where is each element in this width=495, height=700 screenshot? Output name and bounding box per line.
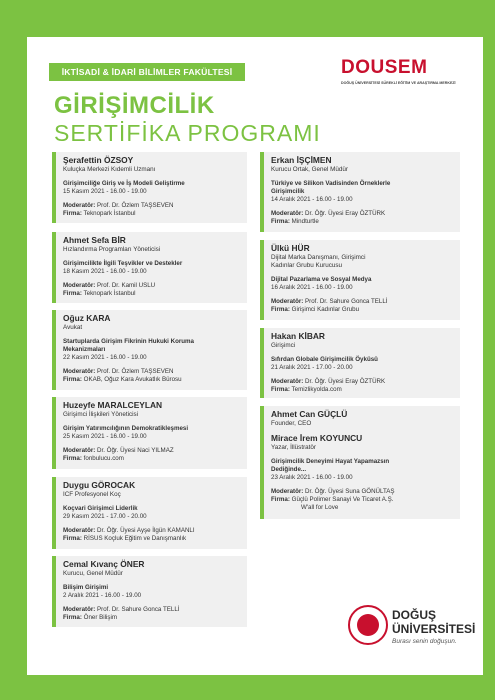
moderator: Moderatör: Dr. Öğr. Üyesi Eray ÖZTÜRK [271,210,386,217]
logo-sem: SEM [384,57,428,78]
session-date: 29 Kasım 2021 - 17.00 - 20.00 [63,513,147,520]
speaker-name: Şerafettin ÖZSOY [63,155,134,165]
session-date: 21 Aralık 2021 - 17.00 - 20.00 [271,364,353,371]
moderator: Moderatör: Dr. Öğr. Üyesi Eray ÖZTÜRK [271,378,386,385]
session-topic: Startuplarda Girişim Fikrinin Hukuki Koruma Mekanizmaları [63,338,194,353]
moderator: Moderatör: Prof. Dr. Sahure Gonca TELLİ [271,298,388,305]
speaker-card [52,232,247,303]
session-topic: Girişimcilikte İlgili Teşvikler ve Destekler [63,260,183,267]
firm: Firma: fonbulucu.com [63,455,124,462]
speaker-role: Kuluçka Merkezi Kıdemli Uzmanı [63,166,156,173]
speaker-name: Duygu GÖROCAK [63,480,136,490]
moderator: Moderatör: Dr. Öğr. Üyesi Naci YILMAZ [63,447,174,454]
session-date: 23 Aralık 2021 - 16.00 - 19.00 [271,474,353,481]
session-topic: Koçvari Girişimci Liderlik [63,505,138,512]
session-date: 2 Aralık 2021 - 16.00 - 19.00 [63,592,142,599]
session-date: 25 Kasım 2021 - 16.00 - 19.00 [63,433,147,440]
session-topic: Girişim Yatırımcılığının Demokratikleşmesi [63,425,189,432]
speaker-name: Ülkü HÜR [271,243,310,253]
session-topic: Sıfırdan Globale Girişimcilik Öyküsü [271,356,378,363]
university-slogan: Burası senin doğuşun. [392,638,457,645]
speaker-name: Erkan İŞÇİMEN [271,155,332,165]
firm: Firma: Teknopark İstanbul [63,210,136,217]
session-date: 16 Aralık 2021 - 16.00 - 19.00 [271,284,353,291]
speaker-role: Kurucu Ortak, Genel Müdür [271,166,348,173]
session-topic: Bilişim Girişimi [63,584,109,591]
speaker-card [52,152,247,223]
speaker-role: Avukat [63,324,83,331]
firm: Firma: RİSUS Koçluk Eğitim ve Danışmanlık [63,535,187,542]
speaker-name: Huzeyfe MARALCEYLAN [63,400,163,410]
session-date: 14 Aralık 2021 - 16.00 - 19.00 [271,196,353,203]
moderator: Moderatör: Prof. Dr. Kamil USLU [63,282,156,289]
speaker-name: Cemal Kıvanç ÖNER [63,559,145,569]
speaker-role: Yazar, İllüstratör [271,444,317,451]
speaker-name: Ahmet Sefa BİR [63,235,126,245]
university-name-line2: ÜNİVERSİTESİ [392,622,476,636]
logo-dou: DOU [341,57,385,78]
firm: Firma: Güçlü Polimer Sanayi Ve Ticaret A.Ş. [271,496,394,503]
speaker-name: Mirace İrem KOYUNCU [271,433,363,443]
speaker-card [52,397,247,469]
firm-secondary: W'all for Love [301,504,339,511]
moderator: Moderatör: Dr. Öğr. Üyesi Ayşe İlgün KAMANLI [63,527,195,534]
speaker-card [260,328,460,398]
session-date: 15 Kasım 2021 - 16.00 - 19.00 [63,188,147,195]
session-date: 18 Kasım 2021 - 16.00 - 19.00 [63,268,147,275]
speaker-card [260,406,460,519]
session-topic: Türkiye ve Silikon Vadisinden Örneklerle Girişimcilik [271,180,391,195]
moderator: Moderatör: Prof. Dr. Sahure Gonca TELLİ [63,606,180,613]
speaker-role: Founder, CEO [271,420,312,427]
moderator: Moderatör: Prof. Dr. Özlem TAŞSEVEN [63,368,174,375]
speaker-card [52,556,247,627]
speaker-name: Hakan KİBAR [271,331,325,341]
firm: Firma: Öner Bilişim [63,614,118,621]
firm: Firma: Temizlikyolda.com [271,386,342,393]
left-green-border [0,0,27,700]
university-seal-icon [348,605,388,645]
logo-tagline: DOĞUŞ ÜNİVERSİTESİ SÜREKLİ EĞİTİM VE ARAŞTIRMA MERKEZİ [341,81,456,85]
webinar-label: Webinar [41,654,89,668]
session-topic: Girişimciliğe Giriş ve İş Modeli Geliştirme [63,180,185,187]
speaker-name: Oğuz KARA [63,313,111,323]
faculty-badge: İKTİSADİ & İDARİ BİLİMLER FAKÜLTESİ [49,63,245,81]
session-date: 22 Kasım 2021 - 16.00 - 19.00 [63,354,147,361]
dousem-logo [341,57,456,85]
speaker-name: Ahmet Can GÜÇLÜ [271,409,348,419]
moderator: Moderatör: Dr. Öğr. Üyesi Suna GÖNÜLTAŞ [271,488,395,495]
university-name-line1: DOĞUŞ [392,608,437,622]
session-topic: Dijital Pazarlama ve Sosyal Medya [271,276,372,283]
speaker-role: Girişimci [271,342,296,349]
page-subtitle: SERTİFİKA PROGRAMI [54,120,321,146]
right-green-border [483,0,495,700]
firm: Firma: Teknopark İstanbul [63,290,136,297]
moderator: Moderatör: Prof. Dr. Özlem TAŞSEVEN [63,202,174,209]
speaker-role: ICF Profesyonel Koç [63,491,121,498]
speaker-card [260,240,460,320]
firm: Firma: Girişimci Kadınlar Grubu [271,306,360,313]
speaker-role: Hızlandırma Programları Yöneticisi [63,246,161,253]
top-green-border [0,0,495,37]
speaker-card [52,477,247,549]
bottom-green-border [0,675,495,700]
speaker-card [260,152,460,232]
speaker-role: Girişimci İlişkileri Yöneticisi [63,411,139,418]
university-logo [340,605,480,661]
speaker-role: Dijital Marka Danışmanı, Girişimci Kadınlar Grubu Kurucusu [271,254,366,269]
session-topic: Girişimcilik Deneyimi Hayat Yapamazsın Dediğinde... [271,458,390,473]
firm: Firma: Mindturtle [271,218,319,225]
speaker-card [52,310,247,390]
firm: Firma: OKAB, Oğuz Kara Avukatlık Bürosu [63,376,182,383]
page-title: GİRİŞİMCİLİK [54,92,215,119]
speaker-role: Kurucu, Genel Müdür [63,570,123,577]
